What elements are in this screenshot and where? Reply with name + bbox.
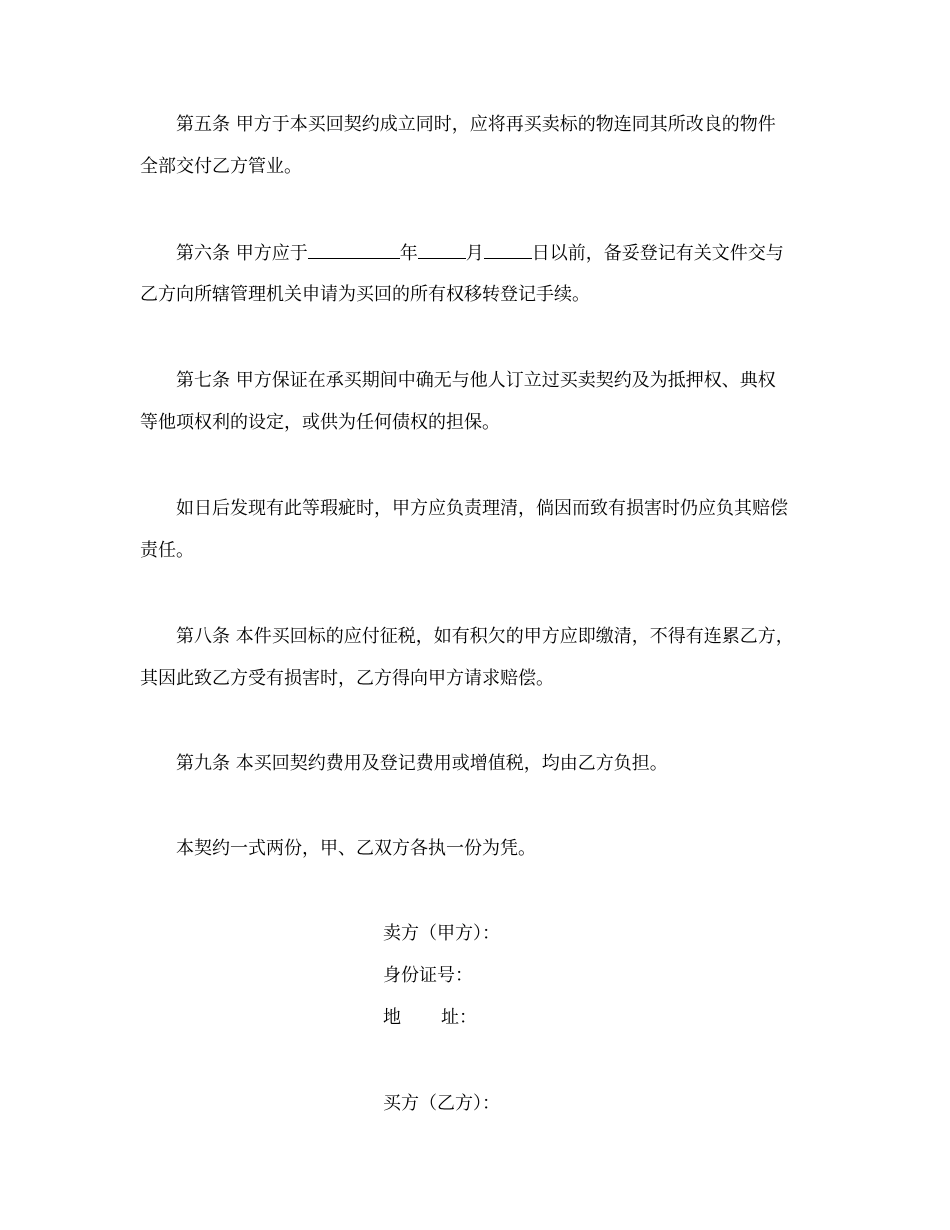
id-number-label: 身份证号： <box>383 965 473 986</box>
year-blank <box>308 240 400 259</box>
article-7-line-2: 等他项权利的设定，或供为任何债权的担保。 <box>140 412 500 433</box>
article-6-prefix: 第六条 甲方应于 <box>176 243 308 264</box>
article-5-line-1: 第五条 甲方于本买回契约成立同时，应将再买卖标的物连同其所改良的物件 <box>176 114 776 135</box>
month-label: 月 <box>465 243 484 264</box>
year-label: 年 <box>399 243 418 264</box>
copies-line: 本契约一式两份，甲、乙双方各执一份为凭。 <box>176 838 536 859</box>
address-label <box>383 1006 477 1030</box>
article-8-line-1: 第八条 本件买回标的应付征税，如有积欠的甲方应即缴清，不得有连累乙方， <box>176 626 794 647</box>
article-6-line-2: 乙方向所辖管理机关申请为买回的所有权移转登记手续。 <box>140 284 590 305</box>
address-label-char-1: 地 <box>383 1007 401 1028</box>
article-9-line-1: 第九条 本买回契约费用及登记费用或增值税，均由乙方负担。 <box>176 753 668 774</box>
buyer-label: 买方（乙方）： <box>383 1093 500 1114</box>
article-7b-line-2: 责任。 <box>140 540 194 561</box>
article-5-line-2: 全部交付乙方管业。 <box>140 156 302 177</box>
seller-label: 卖方（甲方）： <box>383 923 500 944</box>
day-blank <box>484 240 532 259</box>
article-7b-line-1: 如日后发现有此等瑕疵时，甲方应负责理清，倘因而致有损害时仍应负其赔偿 <box>176 498 788 519</box>
article-6-line-1 <box>176 240 784 266</box>
address-label-char-2: 址： <box>441 1007 477 1028</box>
article-7-line-1: 第七条 甲方保证在承买期间中确无与他人订立过买卖契约及为抵押权、典权 <box>176 370 776 391</box>
article-8-line-2: 其因此致乙方受有损害时，乙方得向甲方请求赔偿。 <box>140 668 554 689</box>
month-blank <box>418 240 466 259</box>
article-6-day-suffix: 日以前，备妥登记有关文件交与 <box>531 243 784 264</box>
